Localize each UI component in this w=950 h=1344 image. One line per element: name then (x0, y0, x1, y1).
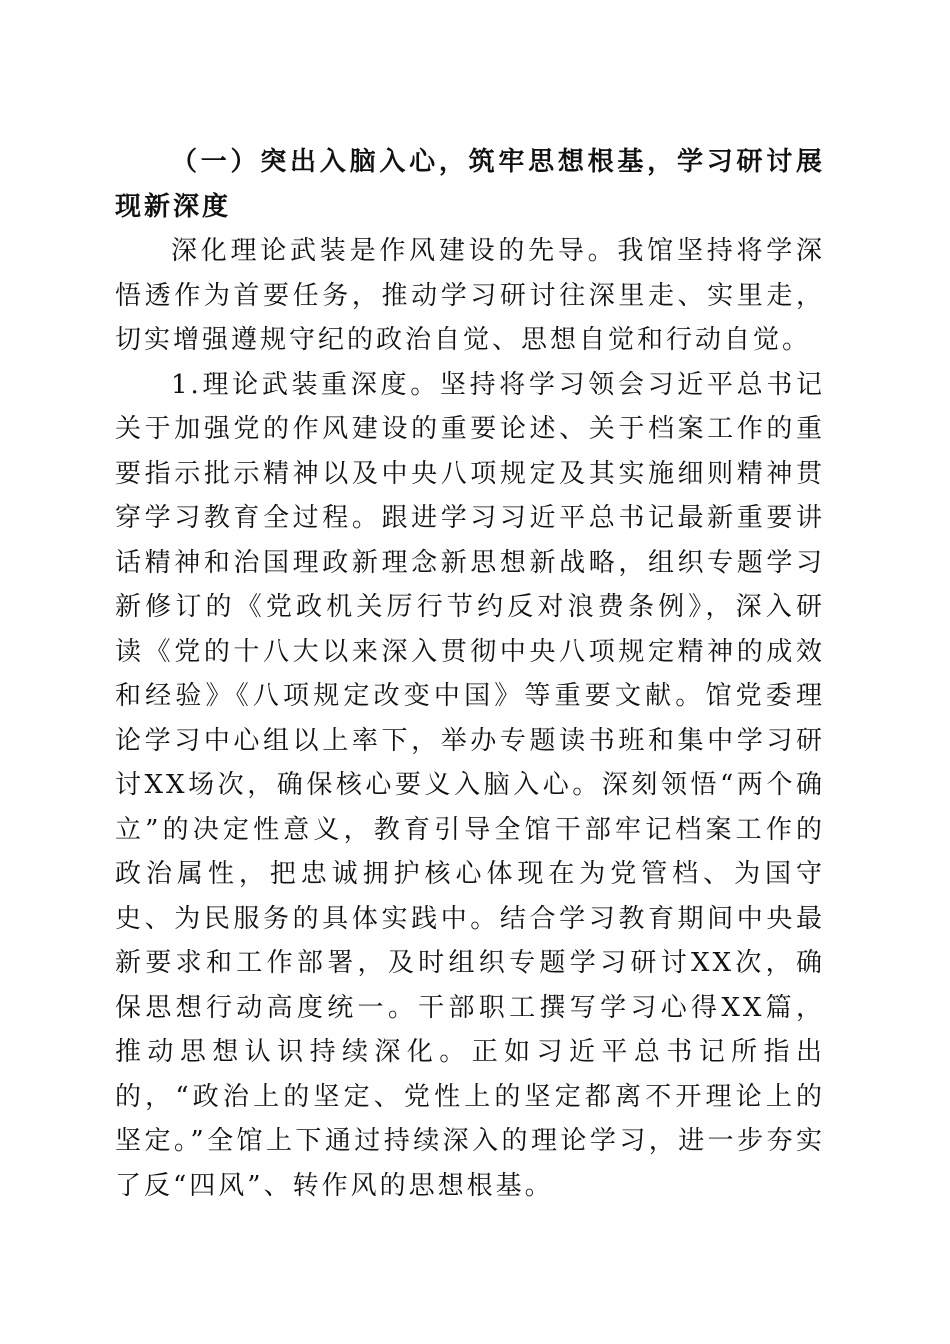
document-body (115, 140, 825, 1208)
theory-paragraph: 1.理论武装重深度。坚持将学习领会习近平总书记关于加强党的作风建设的重要论述、关于档案工作的重要指示批示精神以及中央八项规定及其实施细则精神贯穿学习教育全过程。跟进学习习近平总书记最新重要讲话精神和治国理政新理念新思想新战略，组织专题学习新修订的《党政机关厉行节约反对浪费条例》，深入研读《党的十八大以来深入贯彻中央八项规定精神的成效和经验》《八项规定改变中国》等重要文献。馆党委理论学习中心组以上率下，举办专题读书班和集中学习研讨XX场次，确保核心要义入脑入心。深刻领悟“两个确立”的决定性意义，教育引导全馆干部牢记档案工作的政治属性，把忠诚拥护核心体现在为党管档、为国守史、为民服务的具体实践中。结合学习教育期间中央最新要求和工作部署，及时组织专题学习研讨XX次，确保思想行动高度统一。干部职工撰写学习心得XX篇，推动思想认识持续深化。正如习近平总书记所指出的，“政治上的坚定、党性上的坚定都离不开理论上的坚定。”全馆上下通过持续深入的理论学习，进一步夯实了反“四风”、转作风的思想根基。 (115, 369, 825, 1201)
intro-paragraph: 深化理论武装是作风建设的先导。我馆坚持将学深悟透作为首要任务，推动学习研讨往深里走、实里走，切实增强遵规守纪的政治自觉、思想自觉和行动自觉。 (115, 236, 825, 355)
section-heading: （一）突出入脑入心，筑牢思想根基，学习研讨展现新深度 (115, 147, 825, 222)
